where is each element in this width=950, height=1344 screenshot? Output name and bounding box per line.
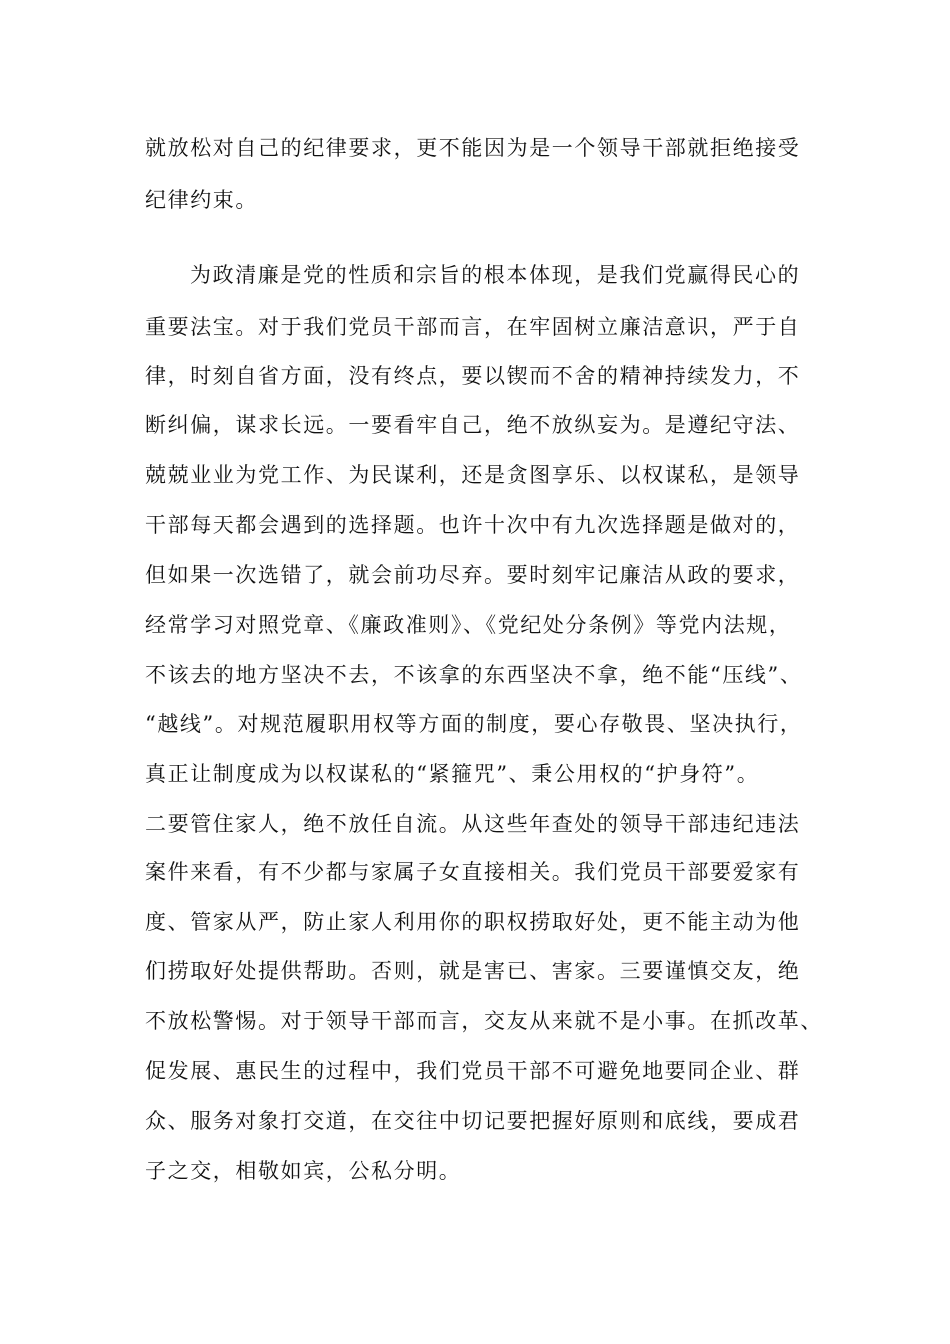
text-line: 促发展、惠民生的过程中，我们党员干部不可避免地要同企业、群 — [145, 1059, 801, 1083]
text-line: 们捞取好处提供帮助。否则，就是害已、害家。三要谨慎交友，绝 — [145, 959, 801, 983]
text-line: 纪律约束。 — [145, 188, 258, 212]
text-line: 经常学习对照党章、《廉政准则》、《党纪处分条例》等党内法规， — [145, 613, 792, 637]
text-line: 真正让制度成为以权谋私的“紧箍咒”、秉公用权的“护身符”。 — [145, 762, 760, 786]
text-line: 断纠偏，谋求长远。一要看牢自己，绝不放纵妄为。是遵纪守法、 — [145, 413, 801, 437]
text-line: 二要管住家人，绝不放任自流。从这些年查处的领导干部违纪违法 — [145, 812, 801, 836]
text-line: 案件来看，有不少都与家属子女直接相关。我们党员干部要爱家有 — [145, 860, 801, 884]
text-line: 重要法宝。对于我们党员干部而言，在牢固树立廉洁意识，严于自 — [145, 315, 801, 339]
text-line: 兢兢业业为党工作、为民谋利，还是贪图享乐、以权谋私，是领导 — [145, 463, 801, 487]
text-line: 不放松警惕。对于领导干部而言，交友从来就不是小事。在抓改革、 — [145, 1009, 823, 1033]
text-line: 就放松对自己的纪律要求，更不能因为是一个领导干部就拒绝接受 — [145, 136, 801, 160]
text-line: 律，时刻自省方面，没有终点，要以锲而不舍的精神持续发力，不 — [145, 364, 801, 388]
text-line: “越线”。对规范履职用权等方面的制度，要心存敬畏、坚决执行， — [145, 712, 803, 736]
text-line: 子之交，相敬如宾，公私分明。 — [145, 1159, 462, 1183]
text-line: 干部每天都会遇到的选择题。也许十次中有九次选择题是做对的， — [145, 513, 801, 537]
text-line: 度、管家从严，防止家人利用你的职权捞取好处，更不能主动为他 — [145, 910, 801, 934]
paragraph-first-line: 为政清廉是党的性质和宗旨的根本体现，是我们党赢得民心的 — [190, 263, 801, 287]
text-line: 众、服务对象打交道，在交往中切记要把握好原则和底线，要成君 — [145, 1109, 801, 1133]
text-line: 不该去的地方坚决不去，不该拿的东西坚决不拿，绝不能“压线”、 — [145, 663, 803, 687]
text-line: 但如果一次选错了，就会前功尽弃。要时刻牢记廉洁从政的要求， — [145, 563, 801, 587]
